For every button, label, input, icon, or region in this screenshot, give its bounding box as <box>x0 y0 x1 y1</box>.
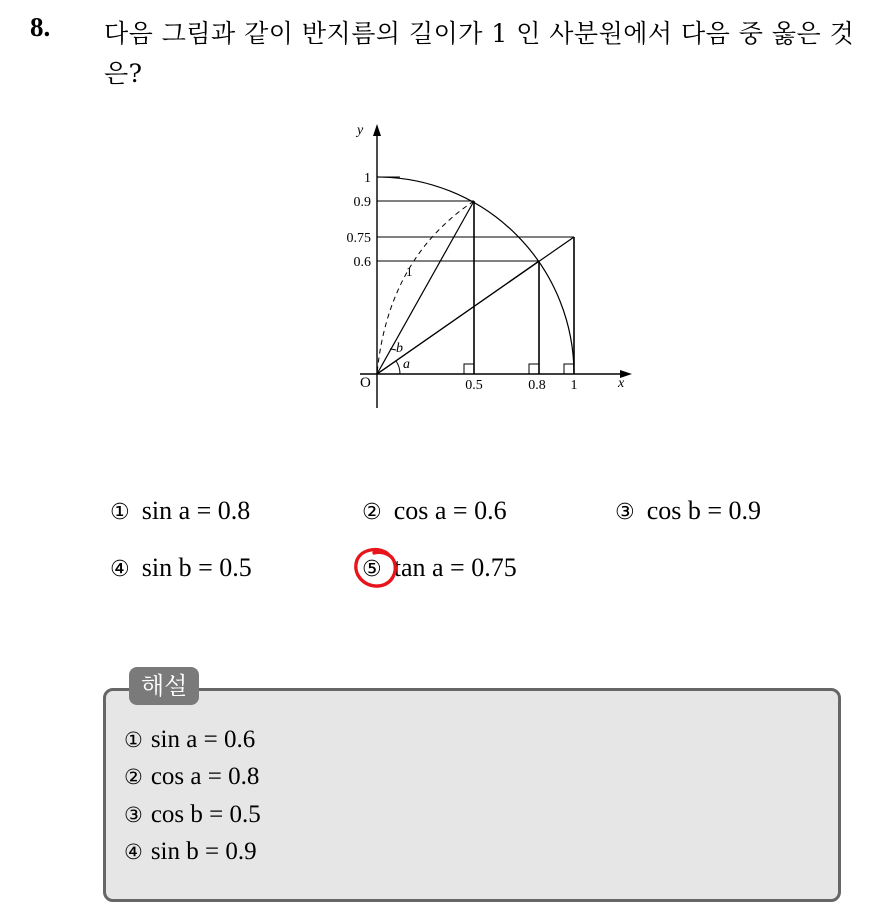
y-tick-09: 0.9 <box>353 195 371 210</box>
y-axis-arrow <box>373 124 381 136</box>
right-angle-08 <box>529 364 539 374</box>
solution-line-1-expr: sin a = 0.6 <box>150 726 256 753</box>
solution-line-3 <box>124 801 261 829</box>
solution-line-4 <box>124 838 257 866</box>
question-number: 8. <box>30 12 51 42</box>
choice-4[interactable] <box>110 553 252 583</box>
choice-5-expr: tan a = 0.75 <box>393 553 517 582</box>
angle-a-arc <box>396 361 400 374</box>
choice-1-mark: ① <box>110 500 130 525</box>
choice-4-expr: sin b = 0.5 <box>141 553 252 582</box>
choice-3-expr: cos b = 0.9 <box>646 496 762 525</box>
ray-to-05-09 <box>377 201 474 374</box>
choice-1-expr: sin a = 0.8 <box>141 496 251 525</box>
angle-b-label: b <box>396 341 403 356</box>
choice-4-mark: ④ <box>110 557 130 582</box>
solution-box <box>103 688 841 902</box>
x-tick-08: 0.8 <box>528 378 546 393</box>
selected-answer-circle <box>352 546 400 590</box>
y-tick-06: 0.6 <box>353 255 371 270</box>
figure-svg <box>330 118 640 408</box>
solution-line-3-expr: cos b = 0.5 <box>150 801 261 828</box>
y-tick-1: 1 <box>364 171 371 186</box>
solution-line-4-expr: sin b = 0.9 <box>150 838 257 865</box>
angle-a-label: a <box>403 357 410 372</box>
right-angle-1 <box>564 364 574 374</box>
choice-3-mark: ③ <box>615 500 635 525</box>
solution-line-1-mark: ① <box>124 728 143 752</box>
choice-5-mark: ⑤ <box>362 557 382 582</box>
solution-tag: 해설 <box>129 667 199 705</box>
solution-line-3-mark: ③ <box>124 803 143 827</box>
solution-line-2-mark: ② <box>124 765 143 789</box>
choice-2-expr: cos a = 0.6 <box>393 496 507 525</box>
red-circle-stroke <box>356 550 395 586</box>
x-axis-label: x <box>618 376 625 391</box>
question-text: 다음 그림과 같이 반지름의 길이가 1 인 사분원에서 다음 중 옳은 것은? <box>104 19 855 88</box>
radius-label: 1 <box>406 264 413 279</box>
choice-2[interactable] <box>362 496 507 526</box>
right-angle-05 <box>464 364 474 374</box>
x-tick-05: 0.5 <box>465 378 483 393</box>
choice-2-mark: ② <box>362 500 382 525</box>
origin-label: O <box>360 375 371 391</box>
choice-3[interactable] <box>615 496 761 526</box>
quarter-circle-figure <box>330 118 640 412</box>
choice-1[interactable] <box>110 496 250 526</box>
solution-line-2-expr: cos a = 0.8 <box>150 763 260 790</box>
solution-line-4-mark: ④ <box>124 840 143 864</box>
x-tick-1: 1 <box>570 378 578 393</box>
ray-to-1-075 <box>377 237 574 374</box>
solution-line-1 <box>124 726 255 754</box>
y-axis-label: y <box>357 123 364 138</box>
solution-line-2 <box>124 763 259 791</box>
y-tick-075: 0.75 <box>346 231 371 246</box>
